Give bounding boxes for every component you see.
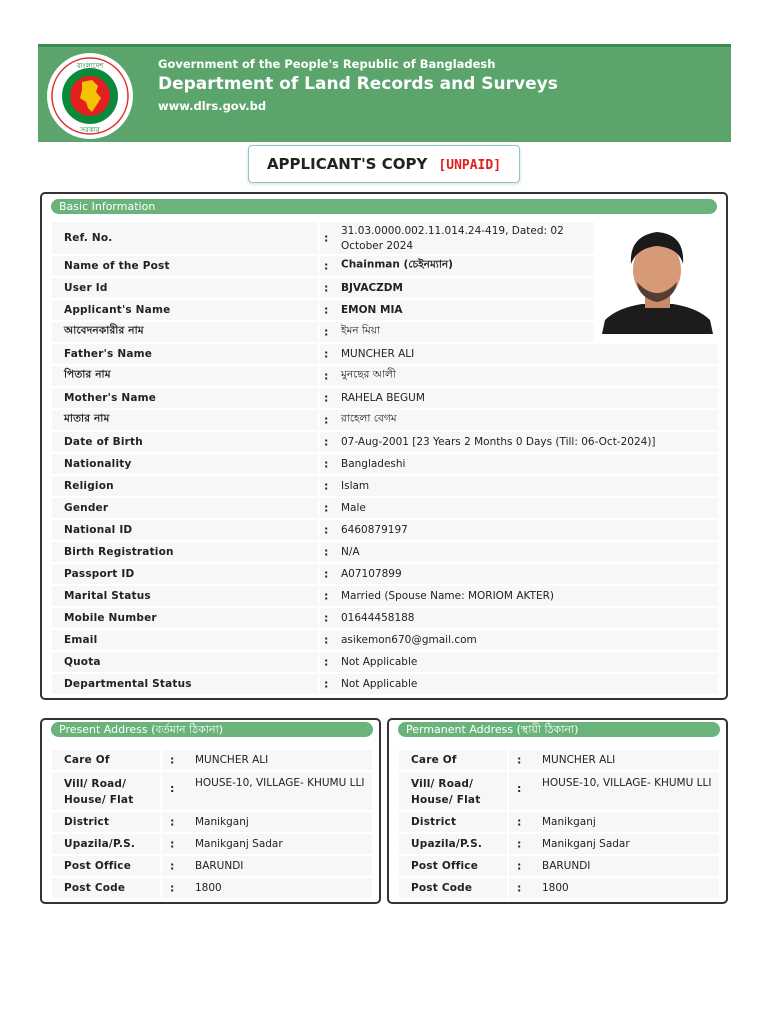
colon-separator: :	[324, 435, 329, 449]
table-row-mother-name-bn	[52, 409, 718, 431]
table-row-marital-status	[52, 585, 718, 607]
present-address-table	[52, 749, 372, 899]
colon-separator: :	[170, 753, 175, 767]
department-name: Department of Land Records and Surveys	[158, 74, 558, 94]
colon-separator: :	[170, 815, 175, 829]
field-label: Mobile Number	[64, 612, 157, 624]
field-value: Manikganj Sadar	[542, 838, 630, 850]
field-value: Islam	[341, 480, 370, 492]
table-row-applicant-name-bn	[52, 321, 718, 343]
field-label: আবেদনকারীর নাম	[64, 324, 144, 337]
colon-separator: :	[324, 589, 329, 603]
field-value: EMON MIA	[341, 304, 403, 316]
field-value: MUNCHER ALI	[195, 754, 269, 766]
payment-status-badge: [UNPAID]	[438, 158, 502, 173]
field-label: Birth Registration	[64, 546, 174, 558]
table-row-father-name	[52, 343, 718, 365]
svg-text:বাংলাদেশ: বাংলাদেশ	[76, 62, 104, 70]
table-row-care-of	[399, 749, 719, 771]
field-value: MUNCHER ALI	[542, 754, 616, 766]
field-value: BARUNDI	[195, 860, 244, 872]
table-row-mobile-number	[52, 607, 718, 629]
field-label: পিতার নাম	[64, 368, 111, 381]
colon-separator: :	[324, 545, 329, 559]
table-row-post-office	[52, 855, 372, 877]
colon-separator: :	[517, 782, 522, 795]
colon-separator: :	[324, 391, 329, 405]
table-row-father-name-bn	[52, 365, 718, 387]
colon-separator: :	[324, 231, 329, 245]
field-label: Religion	[64, 480, 114, 492]
colon-separator: :	[517, 815, 522, 829]
colon-separator: :	[324, 457, 329, 471]
table-row-date-of-birth	[52, 431, 718, 453]
field-value: Male	[341, 502, 366, 514]
field-label: District	[411, 816, 457, 828]
present-address-heading: Present Address (বর্তমান ঠিকানা)	[51, 722, 373, 737]
colon-separator: :	[324, 479, 329, 493]
field-value: 1800	[542, 882, 569, 894]
field-value: N/A	[341, 546, 360, 558]
permanent-address-panel	[387, 718, 728, 904]
copy-title: APPLICANT'S COPY	[266, 155, 428, 173]
colon-separator: :	[170, 837, 175, 851]
field-label: Email	[64, 634, 98, 646]
table-row-national-id	[52, 519, 718, 541]
field-label: Care Of	[64, 754, 110, 766]
colon-separator: :	[517, 837, 522, 851]
table-row-post-office	[399, 855, 719, 877]
field-value: Manikganj	[542, 816, 596, 828]
table-row-village-road	[399, 771, 719, 811]
table-row-village-road	[52, 771, 372, 811]
field-label: District	[64, 816, 110, 828]
field-label: Nationality	[64, 458, 132, 470]
permanent-address-table	[399, 749, 719, 899]
field-label: Gender	[64, 502, 109, 514]
field-label: Date of Birth	[64, 436, 143, 448]
table-row-upazila	[399, 833, 719, 855]
field-value: Married (Spouse Name: MORIOM AKTER)	[341, 590, 555, 602]
table-row-email	[52, 629, 718, 651]
field-label: Passport ID	[64, 568, 135, 580]
field-label: Applicant's Name	[64, 304, 171, 316]
field-value: BJVACZDM	[341, 282, 403, 294]
colon-separator: :	[517, 881, 522, 895]
field-value: BARUNDI	[542, 860, 591, 872]
field-value: 31.03.0000.002.11.014.24-419, Dated: 02 October 2024	[341, 225, 564, 252]
colon-separator: :	[324, 523, 329, 537]
colon-separator: :	[517, 753, 522, 767]
colon-separator: :	[324, 347, 329, 361]
basic-information-panel	[40, 192, 728, 700]
field-label: মাতার নাম	[64, 412, 110, 425]
colon-separator: :	[517, 859, 522, 873]
field-label: Name of the Post	[64, 260, 170, 272]
field-label: National ID	[64, 524, 133, 536]
table-row-post-code	[399, 877, 719, 899]
field-label: Father's Name	[64, 348, 153, 360]
field-label: Upazila/P.S.	[64, 838, 136, 850]
colon-separator: :	[170, 859, 175, 873]
field-value: 6460879197	[341, 524, 408, 536]
field-label: Post Office	[64, 860, 132, 872]
table-row-district	[52, 811, 372, 833]
field-value: Manikganj	[195, 816, 249, 828]
colon-separator: :	[324, 677, 329, 691]
field-label: Care Of	[411, 754, 457, 766]
table-row-gender	[52, 497, 718, 519]
svg-text:সরকার: সরকার	[80, 126, 100, 134]
field-label: Mother's Name	[64, 392, 157, 404]
field-label: Post Code	[64, 882, 126, 894]
applicant-copy-banner	[248, 145, 520, 183]
field-value: মুনছের আলী	[341, 368, 396, 381]
field-value: Not Applicable	[341, 656, 418, 668]
table-row-applicant-name	[52, 299, 718, 321]
colon-separator: :	[170, 881, 175, 895]
field-value: Chainman (চেইনম্যান)	[341, 258, 453, 271]
field-value: A07107899	[341, 568, 402, 580]
field-label: Post Code	[411, 882, 473, 894]
table-row-district	[399, 811, 719, 833]
field-label: Vill/ Road/ House/ Flat	[64, 778, 134, 806]
colon-separator: :	[324, 281, 329, 295]
field-label: Vill/ Road/ House/ Flat	[411, 778, 481, 806]
government-name: Government of the People's Republic of Bangladesh	[158, 57, 496, 71]
field-value: 01644458188	[341, 612, 415, 624]
page-header	[38, 44, 731, 142]
field-value: Not Applicable	[341, 678, 418, 690]
basic-information-table	[52, 221, 718, 695]
table-row-passport-id	[52, 563, 718, 585]
field-value: ইমন মিয়া	[341, 324, 380, 337]
field-label: User Id	[64, 282, 108, 294]
table-row-birth-registration	[52, 541, 718, 563]
colon-separator: :	[324, 501, 329, 515]
basic-information-heading: Basic Information	[51, 199, 717, 214]
field-value: 07-Aug-2001 [23 Years 2 Months 0 Days (Till: 06-Oct-2024)]	[341, 436, 656, 448]
colon-separator: :	[324, 655, 329, 669]
website-link[interactable]: www.dlrs.gov.bd	[158, 99, 267, 113]
field-value: রাহেলা বেগম	[341, 412, 397, 425]
colon-separator: :	[170, 782, 175, 795]
table-row-religion	[52, 475, 718, 497]
colon-separator: :	[324, 303, 329, 317]
field-value: asikemon670@gmail.com	[341, 634, 477, 646]
table-row-upazila	[52, 833, 372, 855]
colon-separator: :	[324, 611, 329, 625]
colon-separator: :	[324, 633, 329, 647]
colon-separator: :	[324, 369, 329, 383]
present-address-panel	[40, 718, 381, 904]
table-row-user-id	[52, 277, 718, 299]
government-seal-icon	[46, 52, 134, 140]
table-row-mother-name	[52, 387, 718, 409]
permanent-address-heading: Permanent Address (স্থায়ী ঠিকানা)	[398, 722, 720, 737]
colon-separator: :	[324, 259, 329, 273]
field-value: Bangladeshi	[341, 458, 406, 470]
table-row-ref-no	[52, 221, 718, 255]
colon-separator: :	[324, 567, 329, 581]
colon-separator: :	[324, 325, 329, 339]
table-row-nationality	[52, 453, 718, 475]
field-label: Post Office	[411, 860, 479, 872]
field-value: HOUSE-10, VILLAGE- KHUMU LLI	[542, 777, 712, 789]
field-label: Marital Status	[64, 590, 151, 602]
field-value: Manikganj Sadar	[195, 838, 283, 850]
field-label: Upazila/P.S.	[411, 838, 483, 850]
field-value: 1800	[195, 882, 222, 894]
field-label: Departmental Status	[64, 678, 192, 690]
table-row-post-code	[52, 877, 372, 899]
colon-separator: :	[324, 413, 329, 427]
field-value: RAHELA BEGUM	[341, 392, 425, 404]
table-row-quota	[52, 651, 718, 673]
field-value: MUNCHER ALI	[341, 348, 415, 360]
table-row-post-name	[52, 255, 718, 277]
table-row-care-of	[52, 749, 372, 771]
table-row-departmental-status	[52, 673, 718, 695]
field-label: Quota	[64, 656, 101, 668]
field-value: HOUSE-10, VILLAGE- KHUMU LLI	[195, 777, 365, 789]
field-label: Ref. No.	[64, 232, 113, 244]
